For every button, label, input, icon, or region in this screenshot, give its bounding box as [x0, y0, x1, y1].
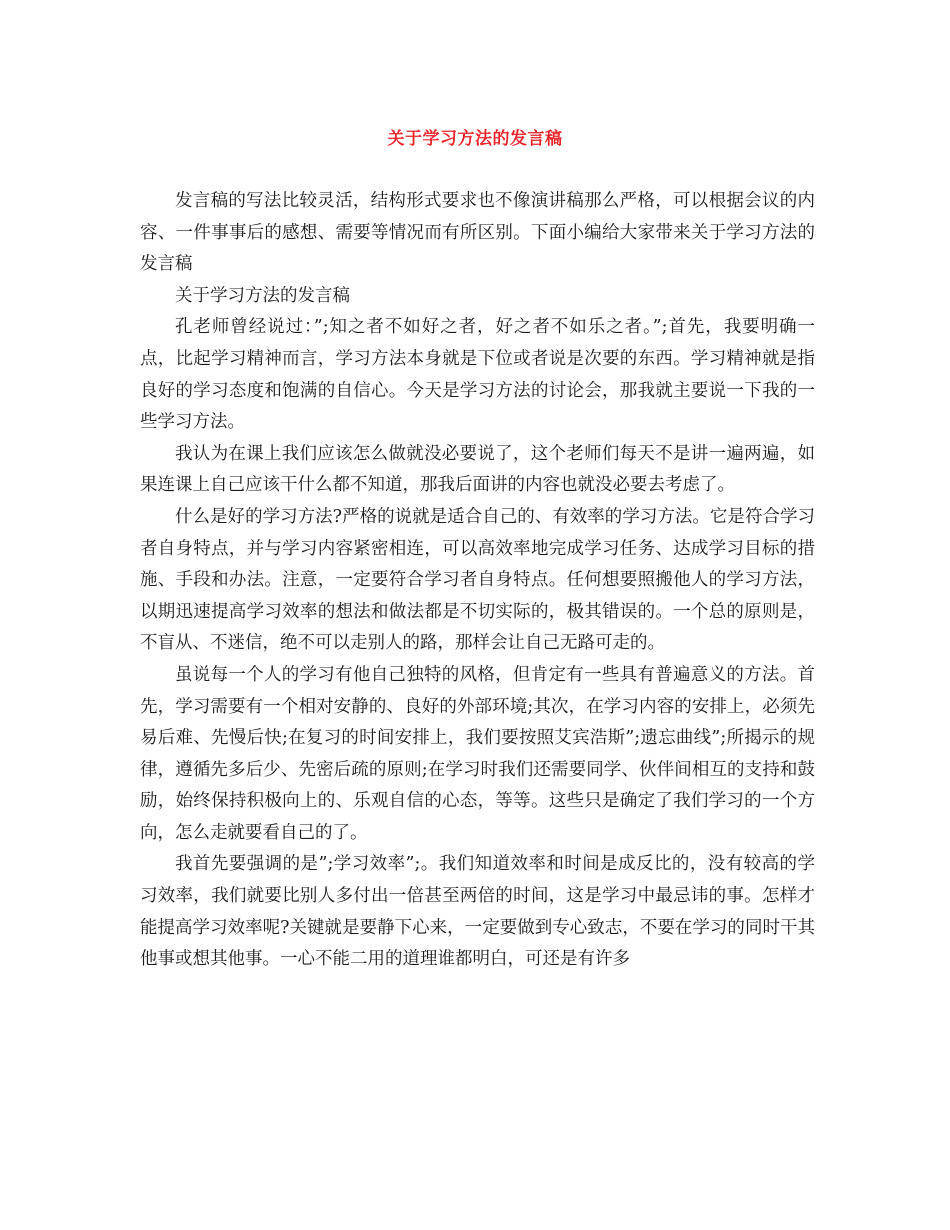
paragraph-subtitle: 关于学习方法的发言稿: [175, 285, 350, 306]
paragraph-efficiency: 我首先要强调的是”;学习效率”;。我们知道效率和时间是成反比的，没有较高的学习效率，我们就要比别人多付出一倍甚至两倍的时间，这是学习中最忌讳的事。怎样才能提高学习效率呢?关键就是要静下心来，一定要做到专心致志，不要在学习的同时干其他事或想其他事。一心不能二用的道理谁都明白，可还是有许多: [140, 854, 815, 970]
paragraph-confucius: 孔老师曾经说过：”;知之者不如好之者，好之者不如乐之者。”;首先，我要明确一点，比起学习精神而言，学习方法本身就是下位或者说是次要的东西。学习精神就是指良好的学习态度和饱满的自信心。今天是学习方法的讨论会，那我就主要说一下我的一些学习方法。: [140, 317, 815, 433]
paragraph-general-methods: 虽说每一个人的学习有他自己独特的风格，但肯定有一些具有普遍意义的方法。首先，学习需要有一个相对安静的、良好的外部环境;其次，在学习内容的安排上，必须先易后难、先慢后快;在复习的时间安排上，我们要按照艾宾浩斯”;遗忘曲线”;所揭示的规律，遵循先多后少、先密后疏的原则;在学习时我们还需要同学、伙伴间相互的支持和鼓励，始终保持积极向上的、乐观自信的心态，等等。这些只是确定了我们学习的一个方向，怎么走就要看自己的了。: [140, 664, 815, 843]
document-body: [140, 186, 815, 976]
paragraph-intro: 发言稿的写法比较灵活，结构形式要求也不像演讲稿那么严格，可以根据会议的内容、一件事事后的感想、需要等情况而有所区别。下面小编给大家带来关于学习方法的发言稿: [140, 191, 815, 275]
paragraph-good-method: 什么是好的学习方法?严格的说就是适合自己的、有效率的学习方法。它是符合学习者自身特点，并与学习内容紧密相连，可以高效率地完成学习任务、达成学习目标的措施、手段和办法。注意，一定要符合学习者自身特点。任何想要照搬他人的学习方法，以期迅速提高学习效率的想法和做法都是不切实际的，极其错误的。一个总的原则是，不盲从、不迷信，绝不可以走别人的路，那样会让自己无路可走的。: [140, 506, 815, 654]
paragraph-in-class: 我认为在课上我们应该怎么做就没必要说了，这个老师们每天不是讲一遍两遍，如果连课上自己应该干什么都不知道，那我后面讲的内容也就没必要去考虑了。: [140, 443, 815, 496]
page-title: 关于学习方法的发言稿: [387, 129, 563, 149]
